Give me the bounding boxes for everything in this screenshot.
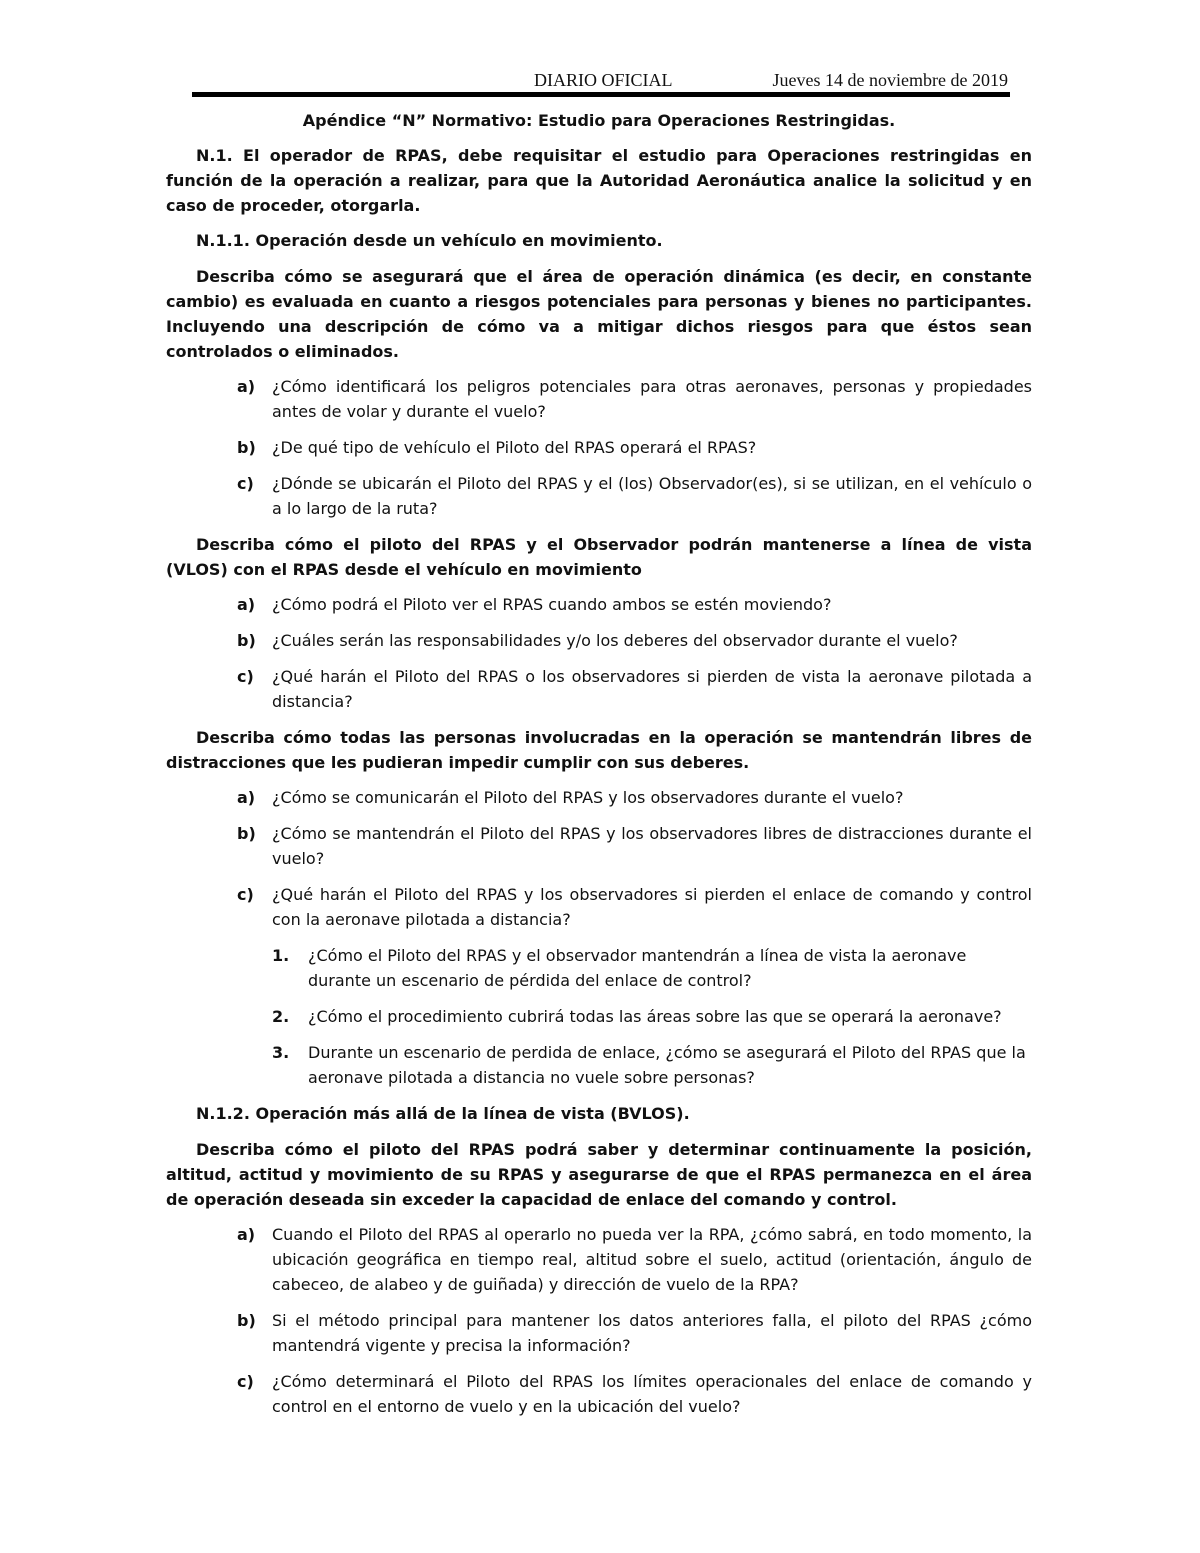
document-body [166, 108, 1032, 1430]
item-label: c) [237, 474, 254, 493]
list-item [166, 1222, 1032, 1297]
section-n11-heading: N.1.1. Operación desde un vehículo en movimiento. [196, 231, 663, 250]
sub-list-item [166, 1040, 1032, 1090]
list-item [166, 435, 1032, 460]
item-label: b) [237, 438, 256, 457]
list-item [166, 821, 1032, 871]
header-date: Jueves 14 de noviembre de 2019 [772, 70, 1008, 90]
list-item [166, 471, 1032, 521]
list-item [166, 664, 1032, 714]
item-text: ¿Qué harán el Piloto del RPAS y los observadores si pierden el enlace de comando y control con la aeronave pilotada a distancia? [272, 885, 1032, 929]
sub-list-item [166, 943, 1032, 993]
list-item [166, 882, 1032, 932]
section-n1: N.1. El operador de RPAS, debe requisitar el estudio para Operaciones restringidas en función de la operación a realizar, para que la Autoridad Aeronáutica analice la solicitud y en caso de proceder, otorgarla. [166, 146, 1032, 215]
section-n12-heading: N.1.2. Operación más allá de la línea de vista (BVLOS). [196, 1104, 690, 1123]
item-label: c) [237, 667, 254, 686]
header-rule [192, 92, 1010, 97]
n11-group1-intro: Describa cómo se asegurará que el área de operación dinámica (es decir, en constante cambio) es evaluada en cuanto a riesgos potenciales para personas y bienes no participantes. Incluyendo una descripción de cómo va a mitigar dichos riesgos para que éstos sean controlados o eliminados. [166, 267, 1032, 361]
list-item [166, 1308, 1032, 1358]
item-text: ¿Cómo podrá el Piloto ver el RPAS cuando ambos se estén moviendo? [272, 595, 832, 614]
item-label: c) [237, 885, 254, 904]
sub-item-label: 2. [272, 1007, 290, 1026]
item-text: ¿Cuáles serán las responsabilidades y/o los deberes del observador durante el vuelo? [272, 631, 958, 650]
n11-group2-intro: Describa cómo el piloto del RPAS y el Observador podrán mantenerse a línea de vista (VLOS) con el RPAS desde el vehículo en movimiento [166, 535, 1032, 579]
sub-item-label: 3. [272, 1043, 290, 1062]
list-item [166, 592, 1032, 617]
item-text: ¿Cómo identificará los peligros potenciales para otras aeronaves, personas y propiedades antes de volar y durante el vuelo? [272, 377, 1032, 421]
n12-intro: Describa cómo el piloto del RPAS podrá saber y determinar continuamente la posición, altitud, actitud y movimiento de su RPAS y asegurarse de que el RPAS permanezca en el área de operación deseada sin exceder la capacidad de enlace del comando y control. [166, 1140, 1032, 1209]
item-text: ¿Cómo se mantendrán el Piloto del RPAS y los observadores libres de distracciones durante el vuelo? [272, 824, 1032, 868]
sub-item-label: 1. [272, 946, 290, 965]
sub-item-text: ¿Cómo el procedimiento cubrirá todas las áreas sobre las que se operará la aeronave? [308, 1007, 1002, 1026]
item-label: a) [237, 788, 256, 807]
item-text: ¿Qué harán el Piloto del RPAS o los observadores si pierden de vista la aeronave pilotada a distancia? [272, 667, 1032, 711]
list-item [166, 628, 1032, 653]
n11-group3-intro: Describa cómo todas las personas involucradas en la operación se mantendrán libres de distracciones que les pudieran impedir cumplir con sus deberes. [166, 728, 1032, 772]
item-label: c) [237, 1372, 254, 1391]
header-title: DIARIO OFICIAL [534, 70, 673, 90]
item-text: Cuando el Piloto del RPAS al operarlo no pueda ver la RPA, ¿cómo sabrá, en todo momento, la ubicación geográfica en tiempo real, altitud sobre el suelo, actitud (orientación, ángulo de cabeceo, de alabeo y de guiñada) y dirección de vuelo de la RPA? [272, 1225, 1032, 1294]
sub-item-text: ¿Cómo el Piloto del RPAS y el observador mantendrán a línea de vista la aeronave durante un escenario de pérdida del enlace de control? [308, 946, 967, 990]
item-text: ¿Dónde se ubicarán el Piloto del RPAS y el (los) Observador(es), si se utilizan, en el vehículo o a lo largo de la ruta? [272, 474, 1032, 518]
item-label: a) [237, 1225, 256, 1244]
item-label: a) [237, 377, 256, 396]
page-header [192, 70, 1008, 94]
appendix-title: Apéndice “N” Normativo: Estudio para Operaciones Restringidas. [302, 111, 896, 130]
list-item [166, 785, 1032, 810]
sub-item-text: Durante un escenario de perdida de enlace, ¿cómo se asegurará el Piloto del RPAS que la aeronave pilotada a distancia no vuele sobre personas? [308, 1043, 1026, 1087]
list-item [166, 374, 1032, 424]
sub-list-item [166, 1004, 1032, 1029]
item-label: a) [237, 595, 256, 614]
item-text: ¿Cómo determinará el Piloto del RPAS los límites operacionales del enlace de comando y control en el entorno de vuelo y en la ubicación del vuelo? [272, 1372, 1032, 1416]
item-text: ¿De qué tipo de vehículo el Piloto del RPAS operará el RPAS? [272, 438, 757, 457]
list-item [166, 1369, 1032, 1419]
item-label: b) [237, 631, 256, 650]
item-label: b) [237, 824, 256, 843]
item-text: ¿Cómo se comunicarán el Piloto del RPAS y los observadores durante el vuelo? [272, 788, 904, 807]
item-text: Si el método principal para mantener los datos anteriores falla, el piloto del RPAS ¿cómo mantendrá vigente y precisa la información? [272, 1311, 1032, 1355]
item-label: b) [237, 1311, 256, 1330]
